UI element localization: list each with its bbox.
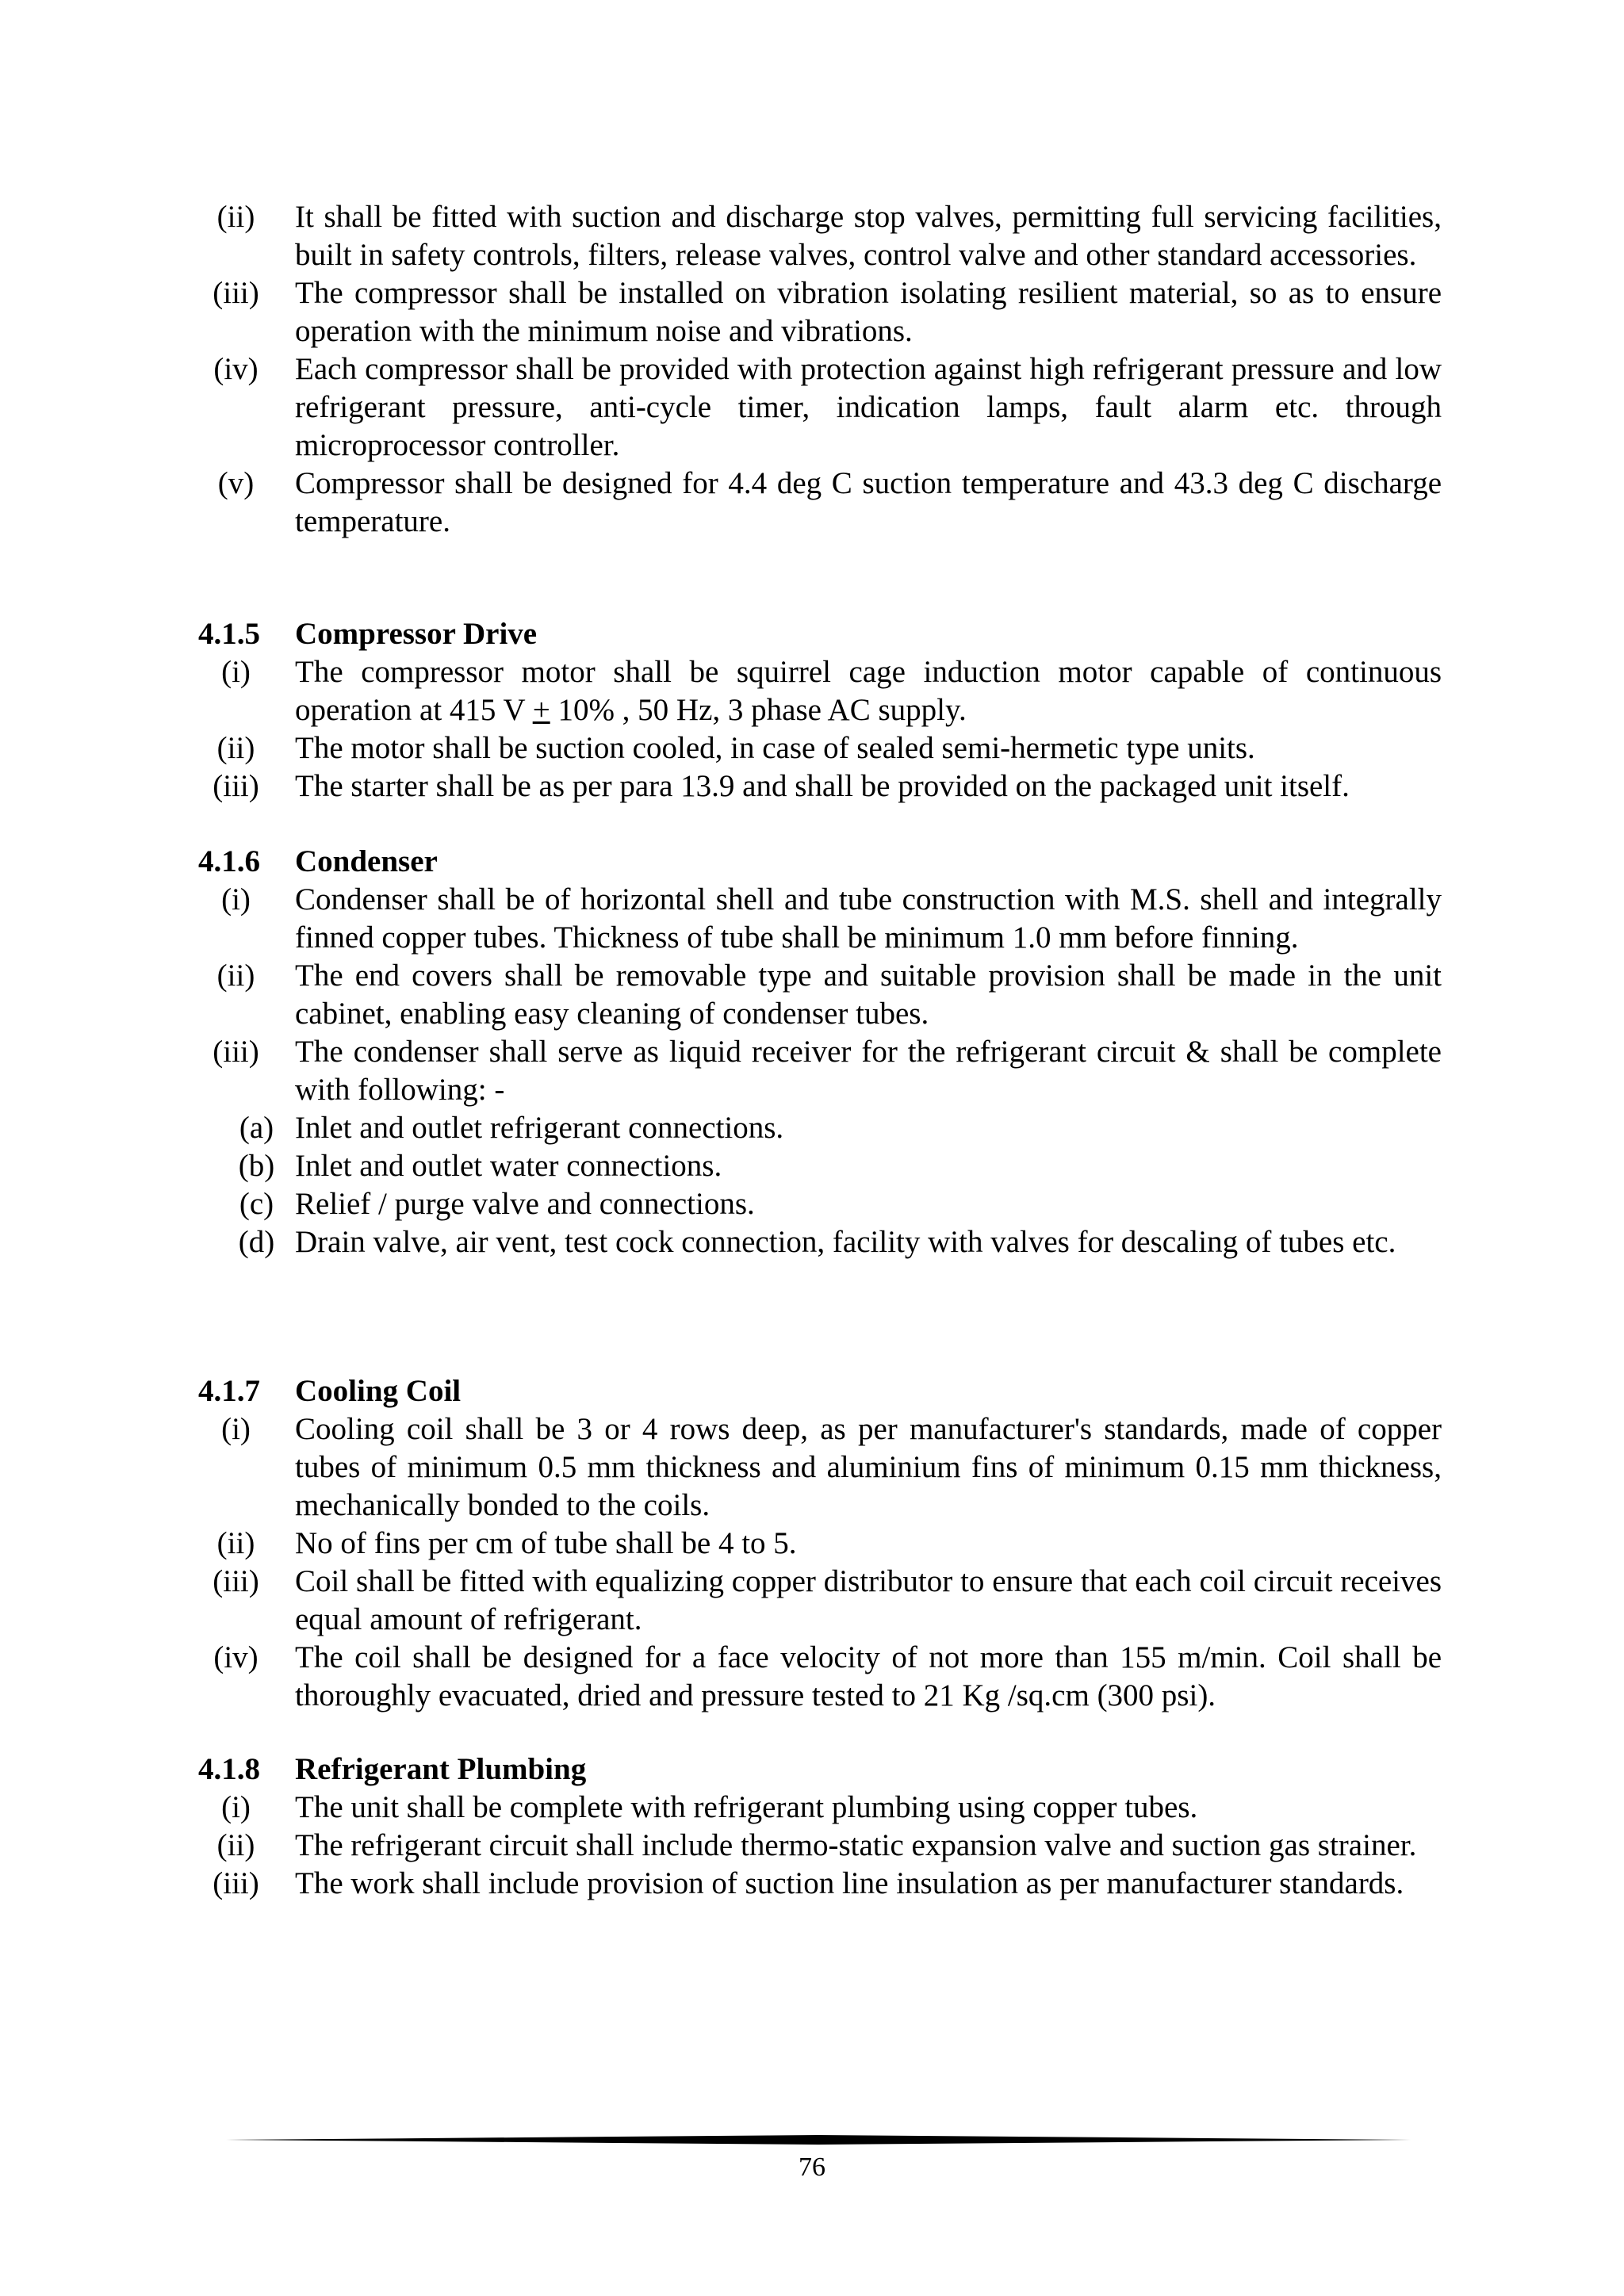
sub-list-item (198, 1223, 1442, 1261)
list-item (198, 767, 1442, 806)
item-text: Each compressor shall be provided with protection against high refrigerant pressure and low refrigerant pressure, anti-cycle timer, indication lamps, fault alarm etc. through microprocessor controller. (295, 352, 1442, 462)
section-title: Condenser (295, 844, 438, 878)
item-text-continued: 10% , 50 Hz, 3 phase AC supply. (550, 693, 967, 727)
item-number: (i) (221, 1790, 251, 1824)
item-number: (ii) (216, 731, 255, 765)
item-number: (iii) (213, 769, 259, 803)
list-item (198, 729, 1442, 767)
item-number: (ii) (216, 959, 255, 993)
section-number: 4.1.8 (198, 1752, 260, 1786)
item-text: Condenser shall be of horizontal shell and tube construction with M.S. shell and integrally finned copper tubes. Thickness of tube shall be minimum 1.0 mm before finning. (295, 882, 1442, 955)
section-title: Compressor Drive (295, 617, 538, 651)
item-text: The unit shall be complete with refrigerant plumbing using copper tubes. (295, 1790, 1198, 1824)
list-item (198, 653, 1442, 729)
list-item (198, 465, 1442, 541)
item-text: Inlet and outlet refrigerant connections. (295, 1111, 784, 1145)
list-item (198, 1827, 1442, 1865)
list-item (198, 1789, 1442, 1827)
item-number: (ii) (216, 200, 255, 234)
list-item (198, 1639, 1442, 1715)
sub-list-item (198, 1147, 1442, 1185)
item-text: The condenser shall serve as liquid receiver for the refrigerant circuit & shall be complete with following: - (295, 1035, 1442, 1107)
section-number: 4.1.6 (198, 844, 260, 878)
section-heading (198, 1751, 1442, 1789)
list-item (198, 1865, 1442, 1903)
section-heading (198, 1372, 1442, 1410)
page-number: 76 (799, 2152, 825, 2182)
item-number: (iv) (213, 1640, 259, 1674)
item-letter: (c) (239, 1187, 274, 1221)
item-number: (i) (221, 882, 251, 916)
item-text: Drain valve, air vent, test cock connection, facility with valves for descaling of tubes etc. (295, 1225, 1396, 1259)
item-text: The end covers shall be removable type and suitable provision shall be made in the unit cabinet, enabling easy cleaning of condenser tubes. (295, 959, 1442, 1031)
item-text: Relief / purge valve and connections. (295, 1187, 755, 1221)
list-item (198, 198, 1442, 274)
sub-list-item (198, 1109, 1442, 1147)
section-condenser (198, 843, 1442, 1261)
item-number: (iii) (213, 1035, 259, 1069)
item-text: The compressor shall be installed on vibration isolating resilient material, so as to ensure operation with the minimum noise and vibrations. (295, 276, 1442, 348)
sub-list-item (198, 1185, 1442, 1223)
item-text: Cooling coil shall be 3 or 4 rows deep, as per manufacturer's standards, made of copper tubes of minimum 0.5 mm thickness and aluminium fins of minimum 0.15 mm thickness, mechanically bonded to the coils. (295, 1412, 1442, 1522)
item-text: Coil shall be fitted with equalizing copper distributor to ensure that each coil circuit receives equal amount of refrigerant. (295, 1564, 1442, 1636)
item-number: (iv) (213, 352, 259, 386)
item-text: It shall be fitted with suction and discharge stop valves, permitting full servicing facilities, built in safety controls, filters, release valves, control valve and other standard accessories. (295, 200, 1442, 272)
item-number: (iii) (213, 1866, 259, 1900)
section-heading (198, 615, 1442, 653)
list-item (198, 957, 1442, 1033)
list-item (198, 350, 1442, 465)
item-letter: (b) (238, 1149, 275, 1183)
item-number: (ii) (216, 1828, 255, 1862)
list-item (198, 1525, 1442, 1563)
item-text: The coil shall be designed for a face velocity of not more than 155 m/min. Coil shall be thoroughly evacuated, dried and pressure tested to 21 Kg /sq.cm (300 psi). (295, 1640, 1442, 1712)
item-letter: (d) (238, 1225, 275, 1259)
section-number: 4.1.5 (198, 617, 260, 651)
item-number: (v) (217, 466, 255, 500)
item-text: The motor shall be suction cooled, in case of sealed semi-hermetic type units. (295, 731, 1255, 765)
section-compressor-drive (198, 615, 1442, 806)
section-number: 4.1.7 (198, 1374, 260, 1408)
list-item (198, 274, 1442, 350)
item-number: (iii) (213, 276, 259, 310)
list-item (198, 1563, 1442, 1639)
section-title: Cooling Coil (295, 1374, 462, 1408)
list-item (198, 881, 1442, 957)
item-text: The refrigerant circuit shall include thermo-static expansion valve and suction gas strainer. (295, 1828, 1417, 1862)
item-number: (i) (221, 655, 251, 689)
section-cooling-coil (198, 1372, 1442, 1715)
list-item (198, 1033, 1442, 1109)
plus-minus-symbol: + (532, 693, 550, 727)
item-text: The work shall include provision of suction line insulation as per manufacturer standards. (295, 1866, 1404, 1900)
footer-divider (226, 2134, 1411, 2145)
item-number: (iii) (213, 1564, 259, 1598)
section-title: Refrigerant Plumbing (295, 1752, 587, 1786)
section-refrigerant-plumbing (198, 1751, 1442, 1903)
item-text: Inlet and outlet water connections. (295, 1149, 722, 1183)
list-item (198, 1410, 1442, 1525)
item-text: No of fins per cm of tube shall be 4 to 5. (295, 1526, 797, 1560)
item-text: Compressor shall be designed for 4.4 deg C suction temperature and 43.3 deg C discharge temperature. (295, 466, 1442, 538)
item-number: (ii) (216, 1526, 255, 1560)
compressor-requirements-list (198, 198, 1442, 541)
item-number: (i) (221, 1412, 251, 1446)
section-heading (198, 843, 1442, 881)
item-letter: (a) (239, 1111, 274, 1145)
item-text: The compressor motor shall be squirrel cage induction motor capable of continuous operation at 415 V (295, 655, 1442, 727)
item-text: The starter shall be as per para 13.9 and shall be provided on the packaged unit itself. (295, 769, 1350, 803)
